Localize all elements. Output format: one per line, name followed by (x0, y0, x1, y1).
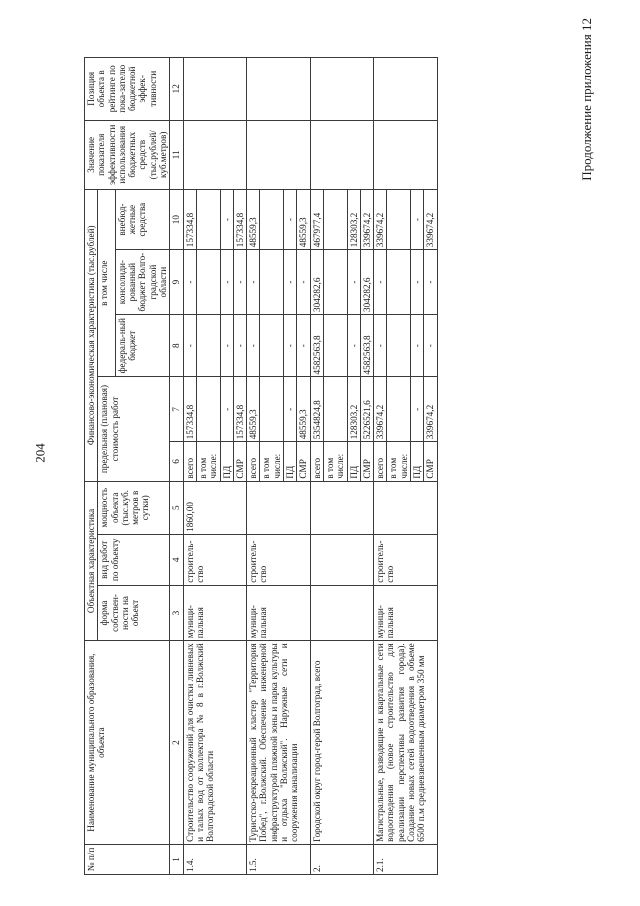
header-name: Наименование муниципального образования, объекта (85, 641, 170, 845)
row-capacity: 1860,00 (183, 481, 246, 534)
row-rating (310, 58, 373, 121)
line-cost (387, 377, 411, 442)
line-extra: 48559,3 (297, 189, 310, 249)
row-ownership: муници-пальная (183, 585, 246, 641)
line-label: всего (310, 442, 323, 481)
line-label: СМР (297, 442, 310, 481)
line-federal: - (411, 315, 424, 377)
line-extra (323, 189, 347, 249)
line-label: ПД (347, 442, 360, 481)
line-cost (323, 377, 347, 442)
line-label: СМР (233, 442, 246, 481)
line-cost: - (411, 377, 424, 442)
line-label: СМР (424, 442, 437, 481)
header-worktype: вид работ по объекту (98, 534, 170, 585)
line-consolidated: 304282,6 (310, 250, 323, 315)
col-number: 6 (170, 442, 183, 481)
page-number: 204 (32, 443, 48, 463)
col-number: 8 (170, 315, 183, 377)
line-consolidated: - (297, 250, 310, 315)
line-extra: - (411, 189, 424, 249)
line-label: СМР (360, 442, 373, 481)
row-capacity (374, 481, 437, 534)
col-number: 3 (170, 585, 183, 641)
line-federal (387, 315, 411, 377)
header-federal: федераль-ный бюджет (115, 315, 169, 377)
line-federal: 4582563,8 (310, 315, 323, 377)
line-federal: - (183, 315, 196, 377)
row-ownership: муници-пальная (374, 585, 437, 641)
col-number: 7 (170, 377, 183, 442)
col-number: 10 (170, 189, 183, 249)
row-efficiency (247, 120, 310, 189)
line-label: ПД (411, 442, 424, 481)
line-consolidated: - (247, 250, 260, 315)
header-ownership: форма собствен-ности на объект (98, 585, 170, 641)
line-label: ПД (220, 442, 233, 481)
line-consolidated: - (183, 250, 196, 315)
header-consolidated: консолиди-рованный бюджет Волго-градской области (115, 250, 169, 315)
line-federal: 4582563,8 (360, 315, 373, 377)
row-worktype: строитель-ство (183, 534, 246, 585)
line-extra: 48559,3 (247, 189, 260, 249)
col-number: 5 (170, 481, 183, 534)
line-label: всего (374, 442, 387, 481)
line-consolidated: - (284, 250, 297, 315)
line-cost (260, 377, 284, 442)
header-num: № п/п (85, 844, 170, 874)
table-row (247, 58, 260, 875)
line-label: в том числе: (323, 442, 347, 481)
line-federal: - (220, 315, 233, 377)
line-cost: 5226521,6 (360, 377, 373, 442)
line-extra (196, 189, 220, 249)
row-rating (374, 58, 437, 121)
line-federal: - (297, 315, 310, 377)
line-label: ПД (284, 442, 297, 481)
line-cost (196, 377, 220, 442)
line-federal (196, 315, 220, 377)
line-consolidated (323, 250, 347, 315)
table-body (183, 58, 437, 875)
line-federal: - (424, 315, 437, 377)
line-federal: - (247, 315, 260, 377)
line-extra: - (284, 189, 297, 249)
row-name: Городской округ город-герой Волгоград, всего (310, 641, 373, 845)
finance-table (84, 57, 438, 875)
row-name: Магистральные, разводящие и квартальные сети водоотведения (новое строительство для реализации перспективы развития города). Создание новых сетей водоотведения в объеме 6500 п.м средневзвешенным диаметром 350 мм (374, 641, 437, 845)
header-finance: Финансово-экономическая характеристика (тыс.рублей) (85, 189, 98, 481)
col-number: 12 (170, 58, 183, 121)
table-row (374, 58, 387, 875)
appendix-caption-text: Продолжение приложения 12 (579, 18, 594, 181)
row-num: 1.4. (183, 844, 246, 874)
line-consolidated: - (347, 250, 360, 315)
line-cost: 157334,8 (183, 377, 196, 442)
line-consolidated: 304282,6 (360, 250, 373, 315)
line-federal: - (284, 315, 297, 377)
line-label: всего (183, 442, 196, 481)
header-cost: предельная (плановая) стоимость работ (98, 377, 170, 481)
header-objective: Объектная характеристика (85, 481, 98, 641)
row-ownership: муници-пальная (247, 585, 310, 641)
header-extrabudget: внебюд-жетные средства (115, 189, 169, 249)
row-worktype: строитель-ство (247, 534, 310, 585)
table-row (183, 58, 196, 875)
line-extra: 339674,2 (360, 189, 373, 249)
col-number: 1 (170, 844, 183, 874)
header-incl: в том числе (98, 189, 116, 377)
line-cost: 339674,2 (374, 377, 387, 442)
line-label: в том числе: (260, 442, 284, 481)
line-extra: 157334,8 (183, 189, 196, 249)
line-extra (260, 189, 284, 249)
row-capacity (310, 481, 373, 534)
line-extra (387, 189, 411, 249)
row-name: Строительство сооружений для очистки ливневых и талых вод от коллектора № 8 в г.Волжский Волгоградской области (183, 641, 246, 845)
row-efficiency (310, 120, 373, 189)
col-number: 4 (170, 534, 183, 585)
line-cost: - (284, 377, 297, 442)
table-row (310, 58, 323, 875)
row-name: Туристско-рекреационный кластер "Территория Побед", г.Волжский. Обеспечение инженерной инфраструктурой пляжной зоны и парка культуры и отдыха "Волжский". Наружные сети и сооружения канализации (247, 641, 310, 845)
row-efficiency (183, 120, 246, 189)
row-num: 1.5. (247, 844, 310, 874)
line-cost: 5354824,8 (310, 377, 323, 442)
rotated-table-area (84, 57, 610, 875)
line-label: в том числе: (196, 442, 220, 481)
row-rating (183, 58, 246, 121)
line-federal: - (374, 315, 387, 377)
line-cost: - (220, 377, 233, 442)
row-num: 2. (310, 844, 373, 874)
line-extra: 339674,2 (424, 189, 437, 249)
line-cost: 157334,8 (233, 377, 246, 442)
line-extra: 128303,2 (347, 189, 360, 249)
line-consolidated: - (374, 250, 387, 315)
line-consolidated: - (424, 250, 437, 315)
header-rating: Позиция объекта в рейтинге по пока-зателю бюджетной эффек-тивности (85, 58, 170, 121)
header-capacity: мощность объекта (тыс.куб. метров в сутки) (98, 481, 170, 534)
line-consolidated (196, 250, 220, 315)
line-consolidated: - (220, 250, 233, 315)
line-federal (260, 315, 284, 377)
line-extra: 467977,4 (310, 189, 323, 249)
line-consolidated: - (233, 250, 246, 315)
line-federal: - (233, 315, 246, 377)
line-consolidated: - (411, 250, 424, 315)
row-worktype (310, 534, 373, 585)
row-rating (247, 58, 310, 121)
column-number-row (170, 58, 183, 875)
row-capacity (247, 481, 310, 534)
col-number: 11 (170, 120, 183, 189)
row-worktype: строитель-ство (374, 534, 437, 585)
line-cost: 48559,3 (297, 377, 310, 442)
line-label: в том числе: (387, 442, 411, 481)
line-cost: 48559,3 (247, 377, 260, 442)
line-consolidated (387, 250, 411, 315)
header-efficiency: Значение показателя эффективности использования бюджетных средств (тыс.рублей/ куб.метров) (85, 120, 170, 189)
line-cost: 339674,2 (424, 377, 437, 442)
line-extra: - (220, 189, 233, 249)
line-label: всего (247, 442, 260, 481)
line-consolidated (260, 250, 284, 315)
line-cost: 128303,2 (347, 377, 360, 442)
line-extra: 157334,8 (233, 189, 246, 249)
row-num: 2.1. (374, 844, 437, 874)
row-efficiency (374, 120, 437, 189)
row-ownership (310, 585, 373, 641)
line-extra: 339674,2 (374, 189, 387, 249)
line-federal (323, 315, 347, 377)
line-federal: - (347, 315, 360, 377)
col-number: 2 (170, 641, 183, 845)
col-number: 9 (170, 250, 183, 315)
